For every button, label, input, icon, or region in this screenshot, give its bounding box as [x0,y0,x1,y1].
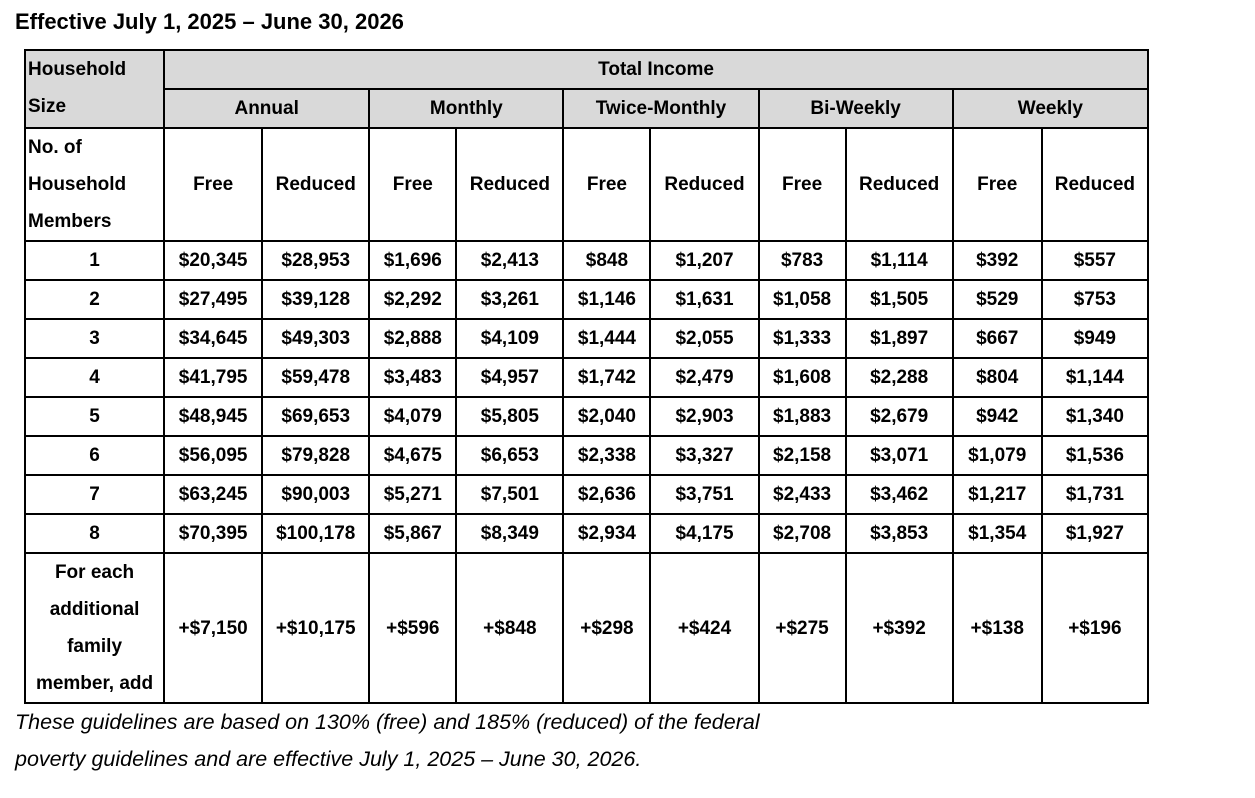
additional-value: +$596 [369,553,456,703]
column-label-free: Free [953,128,1042,241]
income-cell: $942 [953,397,1042,436]
data-rows [25,241,1148,553]
household-size-cell: 5 [25,397,164,436]
members-label-line: Household [28,174,127,195]
income-cell: $3,751 [650,475,758,514]
household-size-cell: 4 [25,358,164,397]
income-cell: $1,505 [846,280,953,319]
income-cell: $28,953 [262,241,369,280]
household-size-cell: 1 [25,241,164,280]
additional-value: +$10,175 [262,553,369,703]
household-size-cell: 3 [25,319,164,358]
income-cell: $804 [953,358,1042,397]
income-cell: $48,945 [164,397,262,436]
table-row [25,436,1148,475]
income-cell: $100,178 [262,514,369,553]
income-cell: $753 [1042,280,1148,319]
additional-value: +$196 [1042,553,1148,703]
income-cell: $1,536 [1042,436,1148,475]
members-label-line: Members [28,211,112,232]
column-label-reduced: Reduced [456,128,563,241]
income-cell: $1,742 [563,358,650,397]
total-income-header: Total Income [164,50,1148,89]
income-cell: $1,631 [650,280,758,319]
income-cell: $4,175 [650,514,758,553]
income-cell: $7,501 [456,475,563,514]
income-cell: $5,271 [369,475,456,514]
period-header-weekly: Weekly [953,89,1148,128]
income-cell: $27,495 [164,280,262,319]
table-row [25,319,1148,358]
income-cell: $1,340 [1042,397,1148,436]
additional-value: +$275 [759,553,846,703]
income-cell: $1,217 [953,475,1042,514]
household-size-cell: 6 [25,436,164,475]
income-cell: $2,288 [846,358,953,397]
income-cell: $4,957 [456,358,563,397]
income-cell: $5,805 [456,397,563,436]
income-cell: $3,462 [846,475,953,514]
income-cell: $3,071 [846,436,953,475]
income-cell: $392 [953,241,1042,280]
income-cell: $41,795 [164,358,262,397]
additional-value: +$298 [563,553,650,703]
income-cell: $783 [759,241,846,280]
page-title: Effective July 1, 2025 – June 30, 2026 [15,9,404,34]
column-label-free: Free [369,128,456,241]
column-label-reduced: Reduced [1042,128,1148,241]
income-cell: $1,354 [953,514,1042,553]
income-cell: $1,207 [650,241,758,280]
income-cell: $4,675 [369,436,456,475]
income-cell: $2,055 [650,319,758,358]
footnote [15,704,760,778]
income-cell: $1,144 [1042,358,1148,397]
additional-member-row [25,553,1148,703]
income-cell: $3,261 [456,280,563,319]
period-header-annual: Annual [164,89,369,128]
income-cell: $1,608 [759,358,846,397]
household-size-label-line: Household [28,59,127,80]
footnote-line: These guidelines are based on 130% (free) and 185% (reduced) of the federal [15,710,760,734]
column-label-free: Free [759,128,846,241]
column-label-free: Free [164,128,262,241]
column-label-reduced: Reduced [262,128,369,241]
additional-member-label: For each additional family member, add [25,553,164,703]
income-cell: $2,413 [456,241,563,280]
income-cell: $1,731 [1042,475,1148,514]
income-cell: $2,934 [563,514,650,553]
column-label-row [25,128,1148,241]
income-cell: $1,897 [846,319,953,358]
income-cell: $2,888 [369,319,456,358]
additional-value: +$848 [456,553,563,703]
income-cell: $1,333 [759,319,846,358]
income-cell: $3,327 [650,436,758,475]
table-row [25,514,1148,553]
household-size-header [25,50,164,128]
income-cell: $667 [953,319,1042,358]
income-cell: $1,146 [563,280,650,319]
income-cell: $34,645 [164,319,262,358]
members-header [25,128,164,241]
income-cell: $2,903 [650,397,758,436]
column-label-free: Free [563,128,650,241]
table-row [25,280,1148,319]
members-label-line: No. of [28,137,82,158]
income-cell: $39,128 [262,280,369,319]
income-cell: $2,158 [759,436,846,475]
table-row [25,397,1148,436]
income-cell: $2,708 [759,514,846,553]
additional-value: +$392 [846,553,953,703]
income-cell: $8,349 [456,514,563,553]
income-cell: $2,292 [369,280,456,319]
income-cell: $56,095 [164,436,262,475]
income-cell: $1,696 [369,241,456,280]
income-cell: $949 [1042,319,1148,358]
period-header-bi-weekly: Bi-Weekly [759,89,953,128]
income-cell: $1,058 [759,280,846,319]
income-cell: $5,867 [369,514,456,553]
column-label-reduced: Reduced [846,128,953,241]
income-cell: $90,003 [262,475,369,514]
income-cell: $63,245 [164,475,262,514]
income-cell: $6,653 [456,436,563,475]
household-size-cell: 7 [25,475,164,514]
table-row [25,358,1148,397]
income-cell: $557 [1042,241,1148,280]
additional-value: +$424 [650,553,758,703]
income-cell: $59,478 [262,358,369,397]
income-cell: $3,483 [369,358,456,397]
income-cell: $69,653 [262,397,369,436]
income-cell: $70,395 [164,514,262,553]
income-cell: $2,433 [759,475,846,514]
footnote-line: poverty guidelines and are effective July 1, 2025 – June 30, 2026. [15,747,642,771]
household-size-cell: 8 [25,514,164,553]
table-row [25,241,1148,280]
income-cell: $20,345 [164,241,262,280]
income-cell: $1,927 [1042,514,1148,553]
income-cell: $2,479 [650,358,758,397]
income-cell: $1,444 [563,319,650,358]
period-header-twice-monthly: Twice-Monthly [563,89,758,128]
income-cell: $2,338 [563,436,650,475]
income-cell: $1,079 [953,436,1042,475]
household-size-cell: 2 [25,280,164,319]
income-cell: $529 [953,280,1042,319]
household-size-label-line: Size [28,96,67,117]
income-cell: $1,114 [846,241,953,280]
additional-value: +$138 [953,553,1042,703]
income-eligibility-table [24,49,1149,704]
income-cell: $4,109 [456,319,563,358]
income-cell: $2,636 [563,475,650,514]
income-cell: $79,828 [262,436,369,475]
income-cell: $3,853 [846,514,953,553]
table-row [25,475,1148,514]
income-cell: $1,883 [759,397,846,436]
period-header-monthly: Monthly [369,89,563,128]
income-cell: $4,079 [369,397,456,436]
income-cell: $49,303 [262,319,369,358]
income-cell: $2,679 [846,397,953,436]
income-cell: $848 [563,241,650,280]
additional-value: +$7,150 [164,553,262,703]
income-cell: $2,040 [563,397,650,436]
column-label-reduced: Reduced [650,128,758,241]
